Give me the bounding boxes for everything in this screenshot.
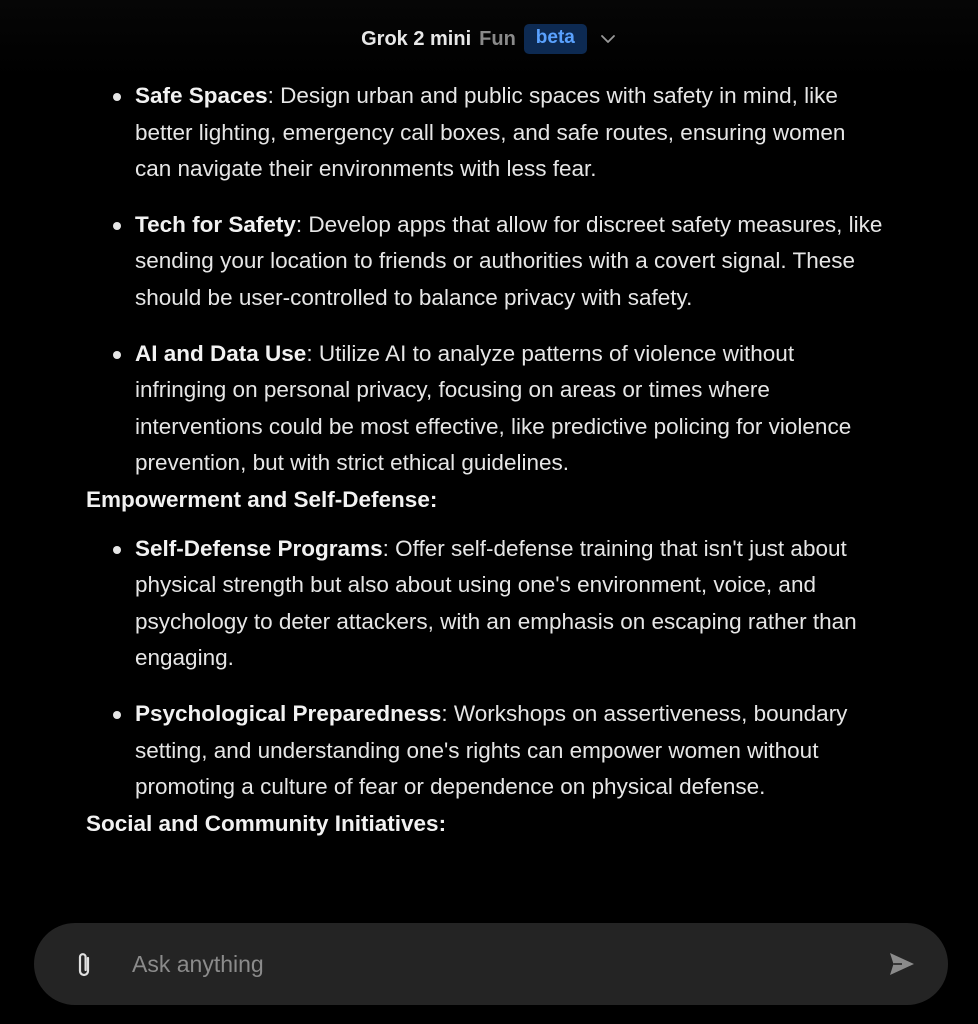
- list-item: [86, 696, 886, 806]
- list-item-text: : Offer self-defense training that isn't just about physical strength but also about using one's environment, voice, and psychology to deter attackers, with an emphasis on escaping rather than engaging.: [135, 535, 857, 671]
- model-name: Grok 2 mini: [361, 27, 472, 50]
- list-item: [86, 531, 886, 677]
- list-item-title: Psychological Preparedness: [135, 700, 442, 726]
- mode-name: Fun: [479, 27, 516, 50]
- chevron-down-icon[interactable]: [599, 30, 617, 48]
- attach-button[interactable]: [68, 948, 100, 980]
- assistant-message: [86, 78, 886, 842]
- list-item-title: Safe Spaces: [135, 83, 268, 108]
- message-composer: [34, 923, 948, 1005]
- send-button[interactable]: [884, 946, 920, 982]
- list-item-title: AI and Data Use: [135, 340, 307, 366]
- bullet-list: [86, 78, 886, 482]
- ask-input[interactable]: [130, 950, 884, 979]
- paperclip-icon: [71, 949, 97, 979]
- beta-badge: beta: [524, 24, 587, 54]
- list-item: [86, 336, 886, 482]
- model-selector[interactable]: [355, 22, 623, 56]
- chat-header: [0, 0, 978, 78]
- list-item-title: Self-Defense Programs: [135, 535, 383, 561]
- list-item: [86, 207, 886, 317]
- spacer: [86, 519, 886, 531]
- section-heading: Social and Community Initiatives:: [86, 810, 447, 836]
- list-item-title: Tech for Safety: [135, 211, 296, 237]
- list-item-text: : Develop apps that allow for discreet safety measures, like sending your location to friends or authorities with a covert signal. These should be user-controlled to balance privacy with safety.: [135, 211, 883, 310]
- section-heading: Empowerment and Self-Defense:: [86, 486, 438, 512]
- send-icon: [887, 949, 917, 979]
- list-item-text: : Design urban and public spaces with safety in mind, like better lighting, emergency call boxes, and safe routes, ensuring women can navigate their environments with less fear.: [135, 83, 846, 182]
- list-item-text: : Workshops on assertiveness, boundary setting, and understanding one's rights can empower women without promoting a culture of fear or dependence on physical defense.: [135, 700, 848, 800]
- list-item: [86, 78, 886, 188]
- list-item-text: : Utilize AI to analyze patterns of violence without infringing on personal privacy, focusing on areas or times where interventions could be most effective, like predictive policing for violence prevention, but with strict ethical guidelines.: [135, 340, 852, 476]
- bullet-list: [86, 531, 886, 806]
